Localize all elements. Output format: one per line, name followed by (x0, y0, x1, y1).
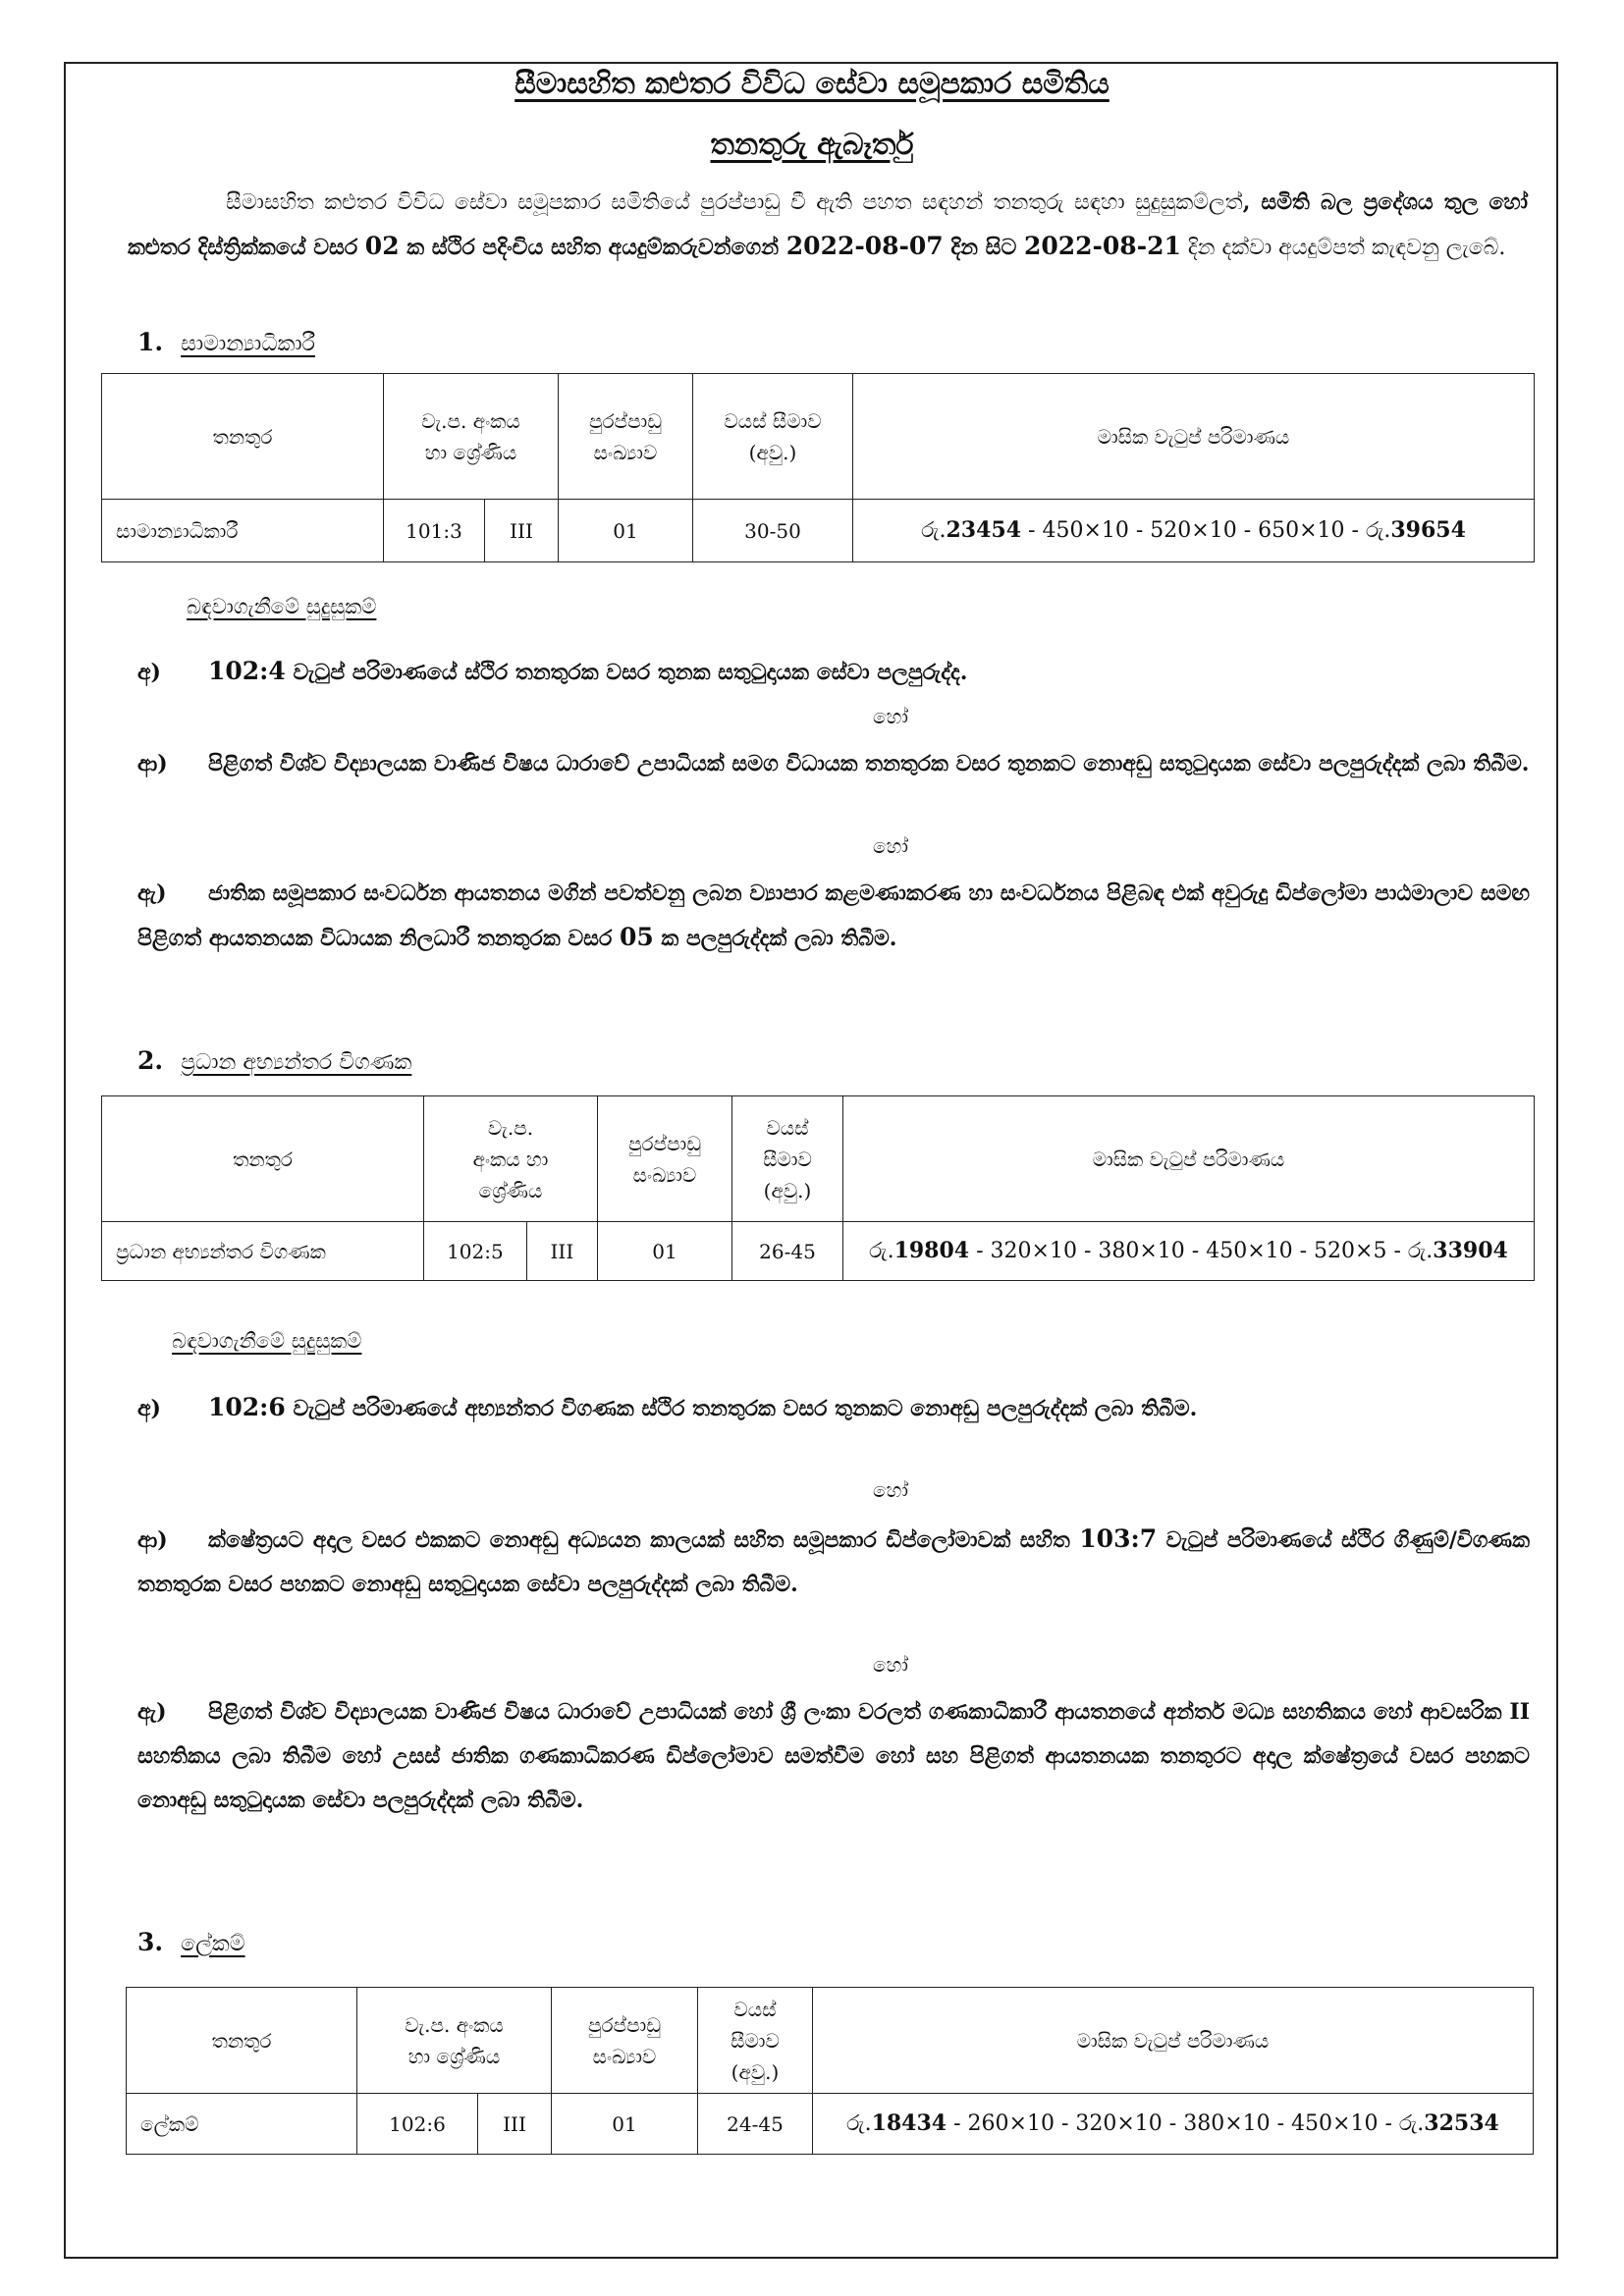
header-salary: මාසික වැටුප් පරිමාණය (853, 374, 1535, 500)
intro-text-4: දින සිට (943, 235, 1024, 260)
header-age: වයස් සීමාව (අවු.) (693, 374, 853, 500)
header-salary: මාසික වැටුප් පරිමාණය (843, 1096, 1535, 1222)
section-2-title: ප්‍රධාන අභ්‍යන්තර විගණක (181, 1050, 412, 1075)
section-2-qualifications-heading: බඳවාගැනීමේ සුදුසුකම් (172, 1329, 362, 1353)
section-2-qual-a: අ) 102:6 වැටුප් පරිමාණයේ අභ්‍යන්තර විගණක ස්ථිර තනතුරක වසර තුනකට නොඅඩු පලපුරුද්දක් ලබා තිබීම. (137, 1393, 1198, 1421)
section-2-heading (137, 1046, 411, 1075)
section-1-qual-a: අ) 102:4 වැටුප් පරිමාණයේ ස්ථිර තනතුරක වසර තුනක සතුටුදායක සේවා පලපුරුද්ද. (137, 657, 968, 685)
header-age: වයස් සීමාව (අවු.) (698, 1988, 813, 2094)
cell-code: 102:5 (424, 1222, 527, 1281)
cell-age: 26-45 (732, 1222, 843, 1281)
section-1-heading (137, 328, 315, 356)
header-post: තනතුර (102, 1096, 424, 1222)
or-separator: හෝ (873, 834, 908, 858)
intro-paragraph (128, 181, 1528, 270)
cell-grade: III (526, 1222, 597, 1281)
section-3-title: ලේකම් (181, 1932, 245, 1956)
cell-vacancies: 01 (552, 2094, 698, 2155)
cell-code: 101:3 (384, 500, 485, 562)
intro-years: 02 (364, 232, 400, 260)
section-2-number: 2. (137, 1046, 164, 1075)
header-post: තනතුර (102, 374, 384, 500)
header-vacancies: පුරප්පාඩු සංඛ්‍යාව (598, 1096, 732, 1222)
intro-date-to: 2022-08-21 (1023, 232, 1181, 260)
header-grade: වැ.ප. අංකය හා ශ්‍රේණිය (424, 1096, 598, 1222)
section-1-qualifications-heading: බඳවාගැනීමේ සුදුසුකම් (187, 595, 377, 618)
cell-age: 24-45 (698, 2094, 813, 2155)
section-2-qual-b: ආ) ක්ෂේත්‍රයට අදාල වසර එකකට නොඅඩු අධ්‍යයන කාලයක් සහිත සමූපකාර ඩිප්ලෝමාවක් සහිත 103:7 වැටුප් පරිමාණයේ ස්ථිර ගිණුම්/විගණක තනතුරක වසර පහකට නොඅඩු සතුටුදායක සේවා පලපුරුද්දක් ලබා තිබීම. (137, 1524, 1530, 1597)
intro-date-from: 2022-08-07 (785, 232, 944, 260)
cell-salary: රු.19804 - 320×10 - 380×10 - 450×10 - 520×5 - රු.33904 (843, 1222, 1535, 1281)
or-separator: හෝ (873, 705, 908, 728)
cell-salary: රු.18434 - 260×10 - 320×10 - 380×10 - 450×10 - රු.32534 (813, 2094, 1534, 2155)
section-3-number: 3. (137, 1928, 164, 1956)
cell-post: ප්‍රධාන අභ්‍යන්තර විගණක (102, 1222, 424, 1281)
section-1-title: සාමාන්‍යාධිකාරී (181, 332, 315, 356)
cell-grade: III (485, 500, 559, 562)
cell-grade: III (478, 2094, 552, 2155)
cell-salary: රු.23454 - 450×10 - 520×10 - 650×10 - රු.39654 (853, 500, 1535, 562)
cell-vacancies: 01 (559, 500, 693, 562)
intro-text-1: සීමාසහිත කළුතර විවිධ සේවා සමූපකාර සමිතියේ පුරප්පාඩු වී ඇති පහත සඳහන් තනතුරු සඳහා සුදුසුකම්ලත් (226, 190, 1243, 215)
or-separator: හෝ (873, 1653, 908, 1677)
section-1-number: 1. (137, 328, 164, 356)
header-vacancies: පුරප්පාඩු සංඛ්‍යාව (552, 1988, 698, 2094)
section-1-qual-c: ඇ) ජාතික සමූපකාර සංවර්ධන ආයතනය මගින් පවත්වනු ලබන ව්‍යාපාර කළමණාකරණ හා සංවර්ධනය පිළිබඳ එක් අවුරුදු ඩිප්ලෝමා පාඨමාලාව සමඟ පිළිගත් ආයතනයක විධායක නිලධාරී තනතුරක වසර 05 ක පලපුරුද්දක් ලබා තිබීම. (137, 881, 1530, 951)
section-1-qual-b: ආ) පිළිගත් විශ්ව විද්‍යාලයක වාණිජ විෂය ධාරාවේ උපාධියක් සමග විධායක තනතුරක වසර තුනකට නොඅඩු සතුටුදායක සේවා පලපුරුද්දක් ලබා තිබීම. (137, 751, 1530, 776)
section-2-qual-c: ඇ) පිළිගත් විශ්ව විද්‍යාලයක වාණිජ විෂය ධාරාවේ උපාධියක් හෝ ශ්‍රී ලංකා වරලත් ගණකාධිකාරී ආයතනයේ අන්තර් මධ්‍ය සහතිකය හෝ ආවසරික II සහතිකය ලබා තිබීම හෝ උසස් ජාතික ගණකාධිකරණ ඩිප්ලෝමාව සමත්වීම හෝ සහ පිළිගත් ආයතනයක තනතුරට අදාල ක්ෂේත්‍රයේ වසර පහකට නොඅඩු සතුටුදායක සේවා පලපුරුද්දක් ලබා තිබීම. (137, 1699, 1530, 1813)
cell-post: ලේකම් (127, 2094, 357, 2155)
cell-post: සාමාන්‍යාධිකාරී (102, 500, 384, 562)
header-age: වයස් සීමාව (අවු.) (732, 1096, 843, 1222)
section-3-heading (137, 1928, 245, 1956)
header-grade: වැ.ප. අංකය හා ශ්‍රේණිය (357, 1988, 552, 2094)
section-3-table (126, 1987, 1534, 2155)
document-title: තනතුරු ඇබෑර්තු (710, 128, 914, 162)
header-grade: වැ.ප. අංකය හා ශ්‍රේණිය (384, 374, 559, 500)
cell-age: 30-50 (693, 500, 853, 562)
cell-code: 102:6 (357, 2094, 478, 2155)
header-vacancies: පුරප්පාඩු සංඛ්‍යාව (559, 374, 693, 500)
section-2-table (101, 1095, 1535, 1281)
section-1-table (101, 373, 1535, 562)
header-salary: මාසික වැටුප් පරිමාණය (813, 1988, 1534, 2094)
intro-text-5: දින දක්වා අයදුම්පත් කැඳවනු ලැබේ. (1180, 236, 1506, 260)
header-post: තනතුර (127, 1988, 357, 2094)
cell-vacancies: 01 (598, 1222, 732, 1281)
organization-title: සීමාසහිත කළුතර විවිධ සේවා සමූපකාර සමිතිය (514, 67, 1110, 101)
or-separator: හෝ (873, 1478, 908, 1502)
intro-text-3: ක ස්ථිර පදිංචිය සහිත අයදුම්කරුවන්ගෙන් (399, 235, 786, 260)
intro-text-2: , සමිති බල ප්‍රදේශය තුල හෝ කළුතර දිස්ත්‍රික්කයේ වසර (128, 189, 1528, 260)
